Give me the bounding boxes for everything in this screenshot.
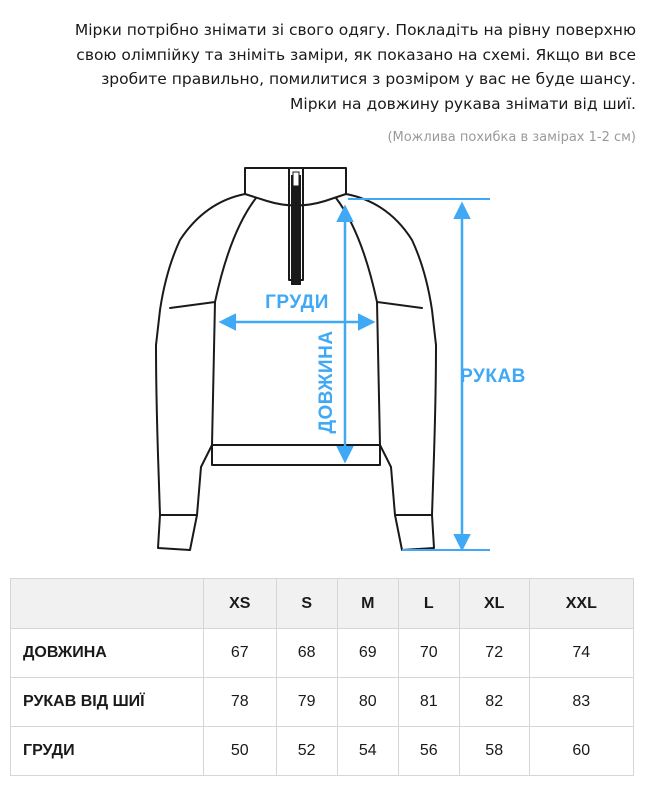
jacket-measurement-diagram: [0, 160, 652, 560]
table-cell: 56: [398, 727, 459, 776]
size-header: L: [398, 579, 459, 629]
size-header: XL: [459, 579, 529, 629]
table-cell: 70: [398, 629, 459, 678]
table-cell: 54: [337, 727, 398, 776]
table-cell: 68: [276, 629, 337, 678]
table-cell: 50: [204, 727, 277, 776]
size-header: XXL: [529, 579, 633, 629]
right-cuff: [395, 515, 434, 550]
right-raglan-seam: [336, 198, 377, 302]
table-row: [11, 678, 634, 727]
zipper-pull-icon: [293, 172, 299, 186]
size-header: S: [276, 579, 337, 629]
table-row: [11, 629, 634, 678]
right-shoulder-seam: [377, 302, 422, 308]
table-cell: 80: [337, 678, 398, 727]
length-label: ДОВЖИНА: [316, 330, 337, 434]
table-cell: 67: [204, 629, 277, 678]
table-cell: 52: [276, 727, 337, 776]
measurement-error-note: (Можлива похибка в замірах 1-2 см): [387, 130, 636, 145]
table-cell: 78: [204, 678, 277, 727]
table-header-row: [11, 579, 634, 629]
table-cell: 58: [459, 727, 529, 776]
table-cell: 81: [398, 678, 459, 727]
table-cell: 60: [529, 727, 633, 776]
table-row: [11, 727, 634, 776]
table-cell: 72: [459, 629, 529, 678]
measurement-arrows: [222, 199, 490, 550]
table-cell: 69: [337, 629, 398, 678]
left-cuff: [158, 515, 197, 550]
left-side-seam: [212, 302, 215, 445]
left-raglan-seam: [215, 198, 256, 302]
row-label: РУКАВ ВІД ШИЇ: [11, 678, 204, 727]
instruction-line: свою олімпійку та зніміть заміри, як показано на схемі. Якщо ви все: [76, 45, 636, 64]
table-cell: 74: [529, 629, 633, 678]
instruction-line: Мірки на довжину рукава знімати від шиї.: [290, 94, 636, 113]
table-cell: 82: [459, 678, 529, 727]
size-header: M: [337, 579, 398, 629]
table-cell: 83: [529, 678, 633, 727]
instruction-line: Мірки потрібно знімати зі свого одягу. Покладіть на рівну поверхню: [74, 21, 636, 39]
row-label: ДОВЖИНА: [11, 629, 204, 678]
size-chart-table: [10, 578, 634, 776]
chest-label: ГРУДИ: [265, 292, 329, 313]
zipper-icon: [291, 175, 301, 285]
instructions-text: [36, 18, 636, 116]
table-cell: 79: [276, 678, 337, 727]
instruction-line: зробите правильно, помилитися з розміром у вас не буде шансу.: [101, 70, 636, 88]
left-shoulder-seam: [170, 302, 215, 308]
size-header: XS: [204, 579, 277, 629]
sleeve-label: РУКАВ: [460, 366, 526, 387]
table-corner-cell: [11, 579, 204, 629]
right-side-seam: [377, 302, 380, 445]
row-label: ГРУДИ: [11, 727, 204, 776]
